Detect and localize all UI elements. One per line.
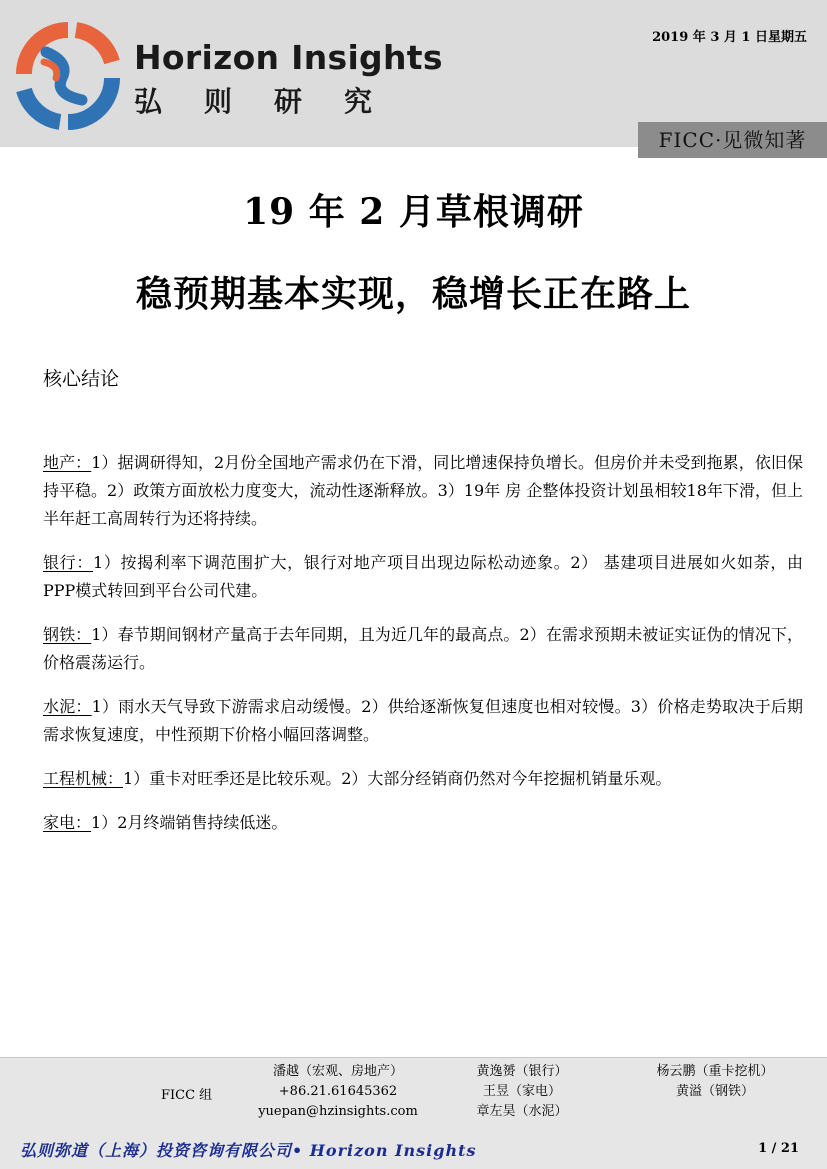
analyst-name: 黄逸赟（银行） — [476, 1064, 568, 1079]
paragraph-text: 1）按揭利率下调范围扩大，银行对地产项目出现边际松动迹象。2） 基建项目进展如火如荼，由PPP模式转回到平台公司代建。 — [43, 553, 803, 600]
brand-name-cn: 弘则研究 — [134, 85, 415, 118]
footer-contact-primary — [258, 1062, 418, 1122]
brand-name-en: Horizon Insights — [134, 38, 443, 77]
analyst-name: 杨云鹏（重卡挖机） — [656, 1064, 774, 1079]
category-tag: FICC·见微知著 — [638, 122, 827, 158]
paragraph-real-estate — [43, 449, 803, 533]
email-address: yuepan@hzinsights.com — [258, 1104, 418, 1119]
report-date: 2019 年 3 月 1 日星期五 — [652, 30, 807, 45]
paragraph-label: 家电： — [43, 813, 92, 832]
footer-company-name: 弘则弥道（上海）投资咨询有限公司• Horizon Insights — [20, 1141, 477, 1160]
paragraph-appliances — [43, 809, 803, 837]
paragraph-label: 水泥： — [43, 697, 92, 716]
paragraph-steel — [43, 621, 803, 677]
footer-contact-secondary — [462, 1062, 582, 1122]
paragraph-machinery — [43, 765, 803, 793]
analyst-name: 潘越（宏观、房地产） — [272, 1064, 403, 1079]
analyst-name: 王昱（家电） — [482, 1084, 561, 1099]
paragraph-label: 工程机械： — [43, 769, 124, 788]
footer-contact-tertiary — [640, 1062, 790, 1102]
analyst-name: 黄溢（钢铁） — [675, 1084, 754, 1099]
page-number: 1 / 21 — [758, 1141, 799, 1156]
paragraph-label: 银行： — [43, 553, 93, 572]
paragraph-label: 钢铁： — [43, 625, 92, 644]
section-heading: 核心结论 — [43, 368, 120, 390]
phone-number: +86.21.61645362 — [278, 1084, 398, 1099]
paragraph-text: 1）据调研得知，2月份全国地产需求仍在下滑，同比增速保持负增长。但房价并未受到拖累，依旧保持平稳。2）政策方面放松力度变大，流动性逐渐释放。3）19年 房 企整体投资计划虽相较18年下滑，但上半年赶工高周转行为还将持续。 — [43, 453, 803, 528]
paragraph-text: 1）2月终端销售持续低迷。 — [91, 813, 288, 832]
paragraph-text: 1）雨水天气导致下游需求启动缓慢。2）供给逐渐恢复但速度也相对较慢。3）价格走势取决于后期需求恢复速度，中性预期下价格小幅回落调整。 — [43, 697, 803, 744]
conclusion-body — [43, 449, 803, 853]
paragraph-cement — [43, 693, 803, 749]
company-logo-icon — [16, 22, 120, 130]
report-title: 19 年 2 月草根调研 — [243, 191, 584, 233]
analyst-name: 章左昊（水泥） — [476, 1104, 568, 1119]
footer-group-name: FICC 组 — [161, 1088, 213, 1103]
paragraph-text: 1）春节期间钢材产量高于去年同期，且为近几年的最高点。2）在需求预期未被证实证伪的情况下，价格震荡运行。 — [43, 625, 803, 672]
report-subtitle: 稳预期基本实现，稳增长正在路上 — [135, 273, 691, 315]
paragraph-banking — [43, 549, 803, 605]
paragraph-label: 地产： — [43, 453, 92, 472]
paragraph-text: 1）重卡对旺季还是比较乐观。2）大部分经销商仍然对今年挖掘机销量乐观。 — [123, 769, 672, 788]
